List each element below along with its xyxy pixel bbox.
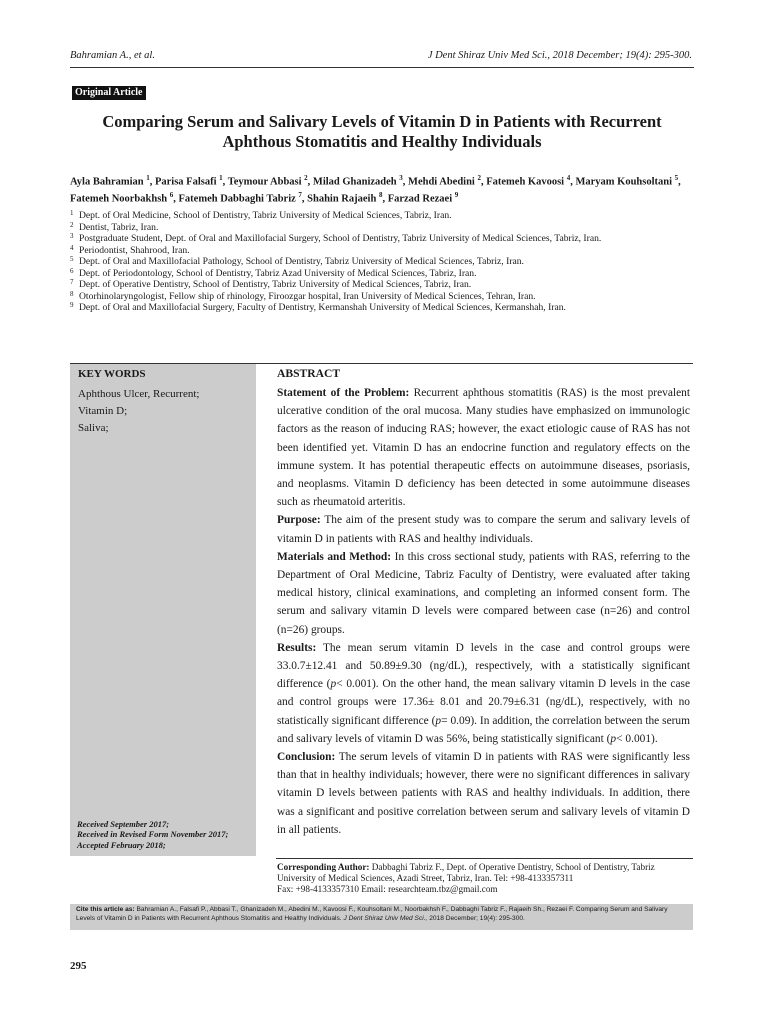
methods-text: In this cross sectional study, patients with RAS, referring to the Department of Oral Medicine, Tabriz Faculty of Dentistry, were evaluated after taking medical history, clinical examinations, and completing an informed consent form. The serum and salivary vitamin D levels were compared between case (n=26) and control (n=26) groups. xyxy=(277,550,690,636)
page-number: 295 xyxy=(70,960,87,972)
affiliation-number: 4 xyxy=(70,243,74,252)
running-header-authors: Bahramian A., et al. xyxy=(70,50,155,61)
cite-label: Cite this article as: xyxy=(76,906,135,913)
author-name: Milad Ghanizadeh xyxy=(312,176,397,188)
author-affiliation-marker: 1 xyxy=(219,174,223,182)
affiliation-item xyxy=(70,279,690,291)
affiliation-number: 7 xyxy=(70,278,74,286)
accepted-date: Accepted February 2018; xyxy=(77,839,166,850)
abstract-methods xyxy=(277,548,690,639)
author-affiliation-marker: 9 xyxy=(454,190,459,199)
affiliation-item xyxy=(70,233,690,245)
affiliation-text: Dept. of Oral Medicine, School of Dentistry, Tabriz University of Medical Sciences, Tabriz, Iran. xyxy=(79,210,452,221)
author-name: Fatemeh Kavoosi xyxy=(486,176,565,188)
author-name: Parisa Falsafi xyxy=(154,176,217,188)
p-symbol: p xyxy=(435,714,442,727)
author-affiliation-marker: 6 xyxy=(169,190,174,199)
affiliation-item xyxy=(70,302,690,314)
revised-date: Received in Revised Form November 2017; xyxy=(77,829,229,839)
conclusion-text: The serum levels of vitamin D in patients with RAS were significantly less than that in healthy individuals; however, there were no significant differences in salivary vitamin D levels between patients with RAS and healthy individuals. In addition, there was a significant and positive correlation between serum and salivary levels of vitamin D in all patients. xyxy=(277,751,690,836)
author-name: Teymour Abbasi xyxy=(227,176,302,188)
author-affiliation-marker: 4 xyxy=(566,174,571,182)
abstract-heading: ABSTRACT xyxy=(277,367,341,380)
purpose-label: Purpose: xyxy=(277,514,321,527)
results-text: < 0.001). On the other hand, the mean salivary vitamin D levels in the case and control groups were 17.36± 8.01 and 20.79±6.31 (ng/dL), respectively, with no statistically significant difference ( xyxy=(277,678,690,727)
affiliation-text: Dept. of Operative Dentistry, School of Dentistry, Tabriz University of Medical Sciences, Tabriz, Iran. xyxy=(79,279,472,290)
author-list: Ayla Bahramian $^1$, Parisa Falsafi $^1$, Teymour Abbasi $^2$, Milad Ghanizadeh $^3$, Mehdi Abedini $^2$, Fatemeh Kavoosi $^4$, Maryam Kouhsoltani $^5$, Fatemeh Noorbakhsh $^6$, Fatemeh Dabbaghi Tabriz $^7$, Shahin Rajaeih $^8$, Farzad Rezaei $^9$ xyxy=(70,174,681,204)
problem-label: Statement of the Problem: xyxy=(277,387,410,399)
keyword-item: Vitamin D; xyxy=(78,405,128,417)
problem-text: Recurrent aphthous stomatitis (RAS) is the most prevalent ulcerative condition of the oral mucosa. Many studies have emphasized on immunologic factors as the reason of inducing RAS; however, the exact etiologic cause of RAS has not been identified yet. Vitamin D has an endocrine function and regulatory effects on the immune system. It has potential therapeutic effects on autoimmune diseases, psoriasis, and neoplasms. Vitamin D deficiency has been detected in some autoimmune diseases such as rheumatoid arteritis. xyxy=(277,387,690,509)
corresponding-address: Dabbaghi Tabriz F., Dept. of Operative Dentistry, School of Dentistry, Tabriz University of Medical Sciences, Azadi Street, Tabriz, Iran. Tel: +98-4133357311 xyxy=(277,862,655,883)
author-name: Shahin Rajaeih xyxy=(307,193,377,204)
affiliation-number: 5 xyxy=(70,255,74,263)
author-affiliation-marker: 7 xyxy=(298,190,302,199)
abstract-section xyxy=(277,366,690,839)
affiliation-text: Postgraduate Student, Dept. of Oral and Maxillofacial Surgery, School of Dentistry, Tabriz University of Medical Sciences, Tabriz, Iran. xyxy=(79,233,602,244)
author-name: Ayla Bahramian xyxy=(70,176,144,188)
corresponding-contact: Fax: +98-4133357310 Email: researchteam.tbz@gmail.com xyxy=(277,884,498,894)
corresponding-rule xyxy=(276,858,693,859)
author-name: Farzad Rezaei xyxy=(387,193,453,204)
results-text: The mean serum vitamin D levels in the case and control groups were 33.0.7±12.41 and 50.89±9.30 (ng/dL), respectively, with a statistically significant difference ( xyxy=(277,641,690,691)
affiliation-item xyxy=(70,245,690,257)
cite-text: Bahramian A., Falsafi P., Abbasi T., Ghanizadeh M., Abedini M., Kavoosi F., Kouhsoltani M., Noorbakhsh F., Dabbaghi Tabriz F., Rajaeih Sh., Rezaei F. Comparing Serum and Salivary Levels of Vitamin D in Patients with Recurrent Aphthous Stomatitis and Healthy Individuals. xyxy=(76,906,668,922)
running-header-journal: J Dent Shiraz Univ Med Sci., 2018 December; 19(4): 295-300. xyxy=(427,50,692,61)
affiliation-item xyxy=(70,256,690,268)
results-label: Results: xyxy=(277,641,317,654)
header-rule xyxy=(70,67,694,68)
affiliation-number: 8 xyxy=(70,289,74,298)
affiliation-item xyxy=(70,222,690,234)
results-text: < 0.001). xyxy=(616,732,658,745)
author-name: Fatemeh Dabbaghi Tabriz xyxy=(178,193,296,204)
abstract-conclusion xyxy=(277,748,690,839)
cite-tail: 2018 December; 19(4): 295-300. xyxy=(429,914,525,922)
corresponding-label: Corresponding Author: xyxy=(277,862,370,872)
affiliation-text: Periodontist, Shahrood, Iran. xyxy=(79,244,190,256)
author-affiliation-marker: 3 xyxy=(399,174,403,182)
author-name: Fatemeh Noorbakhsh xyxy=(70,193,168,204)
conclusion-label: Conclusion: xyxy=(277,751,336,764)
corresponding-author xyxy=(277,862,693,895)
abstract-purpose xyxy=(277,511,690,547)
affiliation-number: 2 xyxy=(70,220,74,229)
author-name: Mehdi Abedini xyxy=(408,176,475,188)
received-dates xyxy=(77,819,228,851)
keyword-item: Aphthous Ulcer, Recurrent; xyxy=(78,388,200,400)
cite-journal: J Dent Shiraz Univ Med Sci., xyxy=(343,914,428,922)
article-type-badge: Original Article xyxy=(72,86,146,100)
author-affiliation-marker: 5 xyxy=(674,174,679,182)
affiliation-list xyxy=(70,210,690,314)
received-date: Received September 2017; xyxy=(77,818,170,829)
affiliation-number: 9 xyxy=(70,301,74,309)
author-affiliation-marker: 1 xyxy=(146,174,150,182)
keyword-item: Saliva; xyxy=(78,422,109,434)
affiliation-text: Dentist, Tabriz, Iran. xyxy=(79,221,159,233)
affiliation-number: 6 xyxy=(70,266,74,275)
author-affiliation-marker: 8 xyxy=(378,190,383,199)
keywords-heading: KEY WORDS xyxy=(78,368,146,380)
affiliation-item xyxy=(70,210,690,222)
affiliation-item xyxy=(70,291,690,303)
p-symbol: p xyxy=(610,732,617,745)
article-title: Comparing Serum and Salivary Levels of Vitamin D in Patients with Recurrent Aphthous Stomatitis and Healthy Individuals xyxy=(102,112,662,151)
results-text: = 0.09). In addition, the correlation between the serum and salivary levels of vitamin D was 56%, being statistically significant ( xyxy=(277,714,690,745)
citation-box xyxy=(70,904,693,930)
abstract-problem xyxy=(277,384,690,511)
author-affiliation-marker: 2 xyxy=(477,174,481,182)
abstract-results xyxy=(277,639,690,748)
affiliation-text: Otorhinolaryngologist, Fellow ship of rhinology, Firoozgar hospital, Iran University of Medical Sciences, Tehran, Iran. xyxy=(79,290,536,302)
affiliation-text: Dept. of Oral and Maxillofacial Surgery, Faculty of Dentistry, Kermanshah University of Medical Sciences, Kermanshah, Iran. xyxy=(79,302,566,313)
author-affiliation-marker: 2 xyxy=(304,174,308,182)
affiliation-number: 1 xyxy=(70,209,74,217)
author-name: Maryam Kouhsoltani xyxy=(575,176,673,188)
affiliation-text: Dept. of Oral and Maxillofacial Pathology, School of Dentistry, Tabriz University of Medical Sciences, Tabriz, Iran. xyxy=(79,256,524,267)
keywords-sidebar xyxy=(70,364,256,856)
affiliation-text: Dept. of Periodontology, School of Dentistry, Tabriz Azad University of Medical Sciences, Tabriz, Iran. xyxy=(79,267,477,279)
affiliation-item xyxy=(70,268,690,280)
affiliation-number: 3 xyxy=(70,232,74,240)
p-symbol: p xyxy=(330,678,337,691)
methods-label: Materials and Method: xyxy=(277,550,392,563)
keywords-list xyxy=(78,386,199,437)
purpose-text: The aim of the present study was to compare the serum and salivary levels of vitamin D in patients with RAS and healthy individuals. xyxy=(277,514,690,545)
